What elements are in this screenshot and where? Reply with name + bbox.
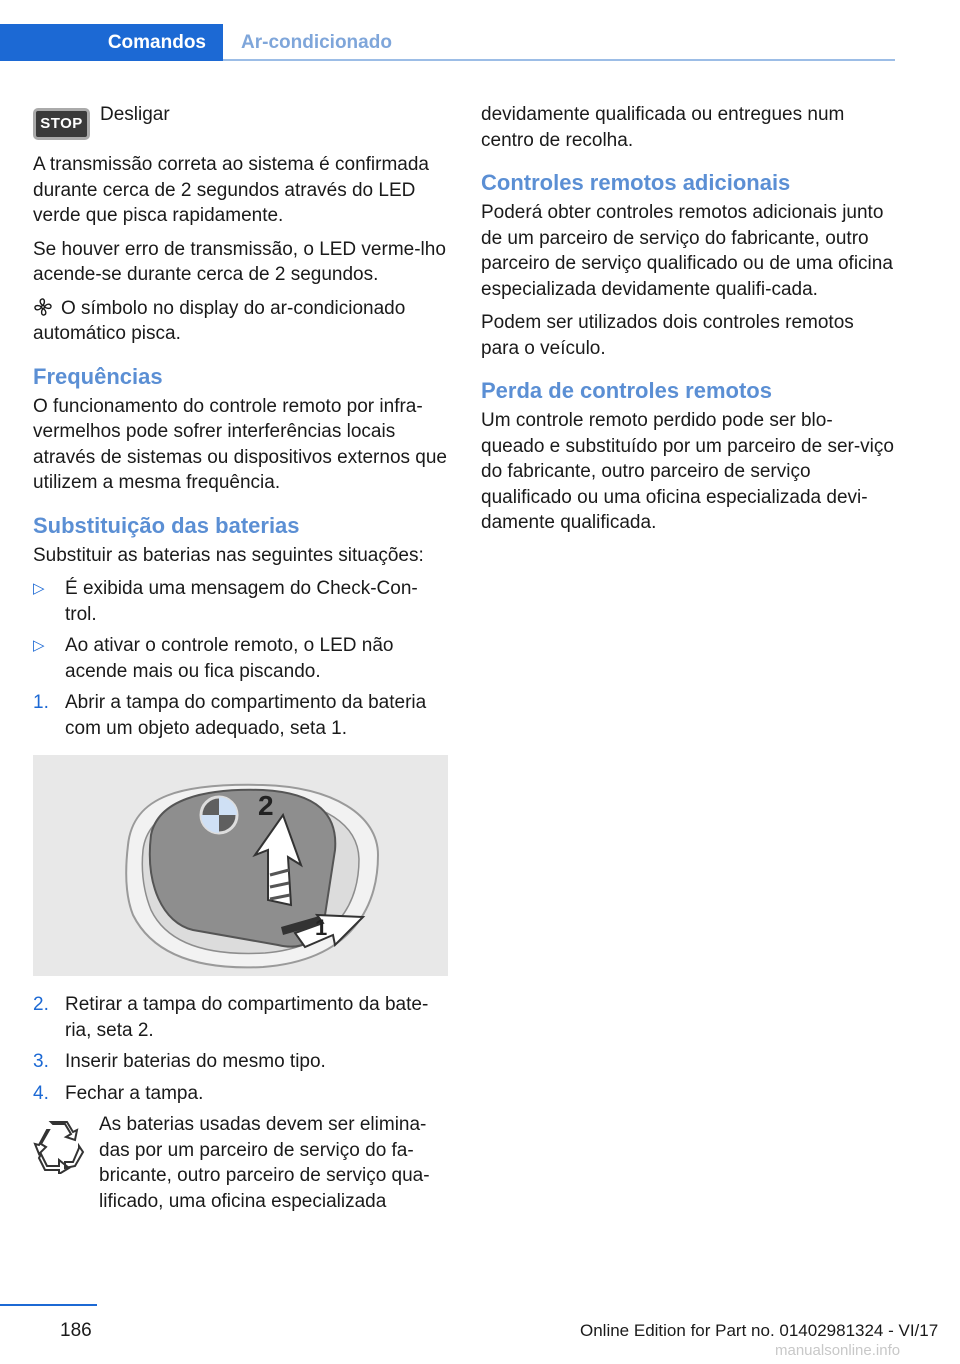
paragraph-transmission-ok: A transmissão correta ao sistema é confirmada durante cerca de 2 segundos através do LED verde que pisca rapidamente. bbox=[33, 154, 430, 226]
paragraph-perda-controles: Um controle remoto perdido pode ser blo‐queado e substituído por um parceiro de ser‐viço do fabricante, outro parceiro de serviço qualificado ou uma oficina especializada devi‐damente qualificada. bbox=[481, 410, 894, 533]
list-item bbox=[33, 633, 449, 684]
step-item bbox=[33, 1049, 449, 1075]
paragraph-transmission-error: Se houver erro de transmissão, o LED verme‐lho acende-se durante cerca de 2 segundos. bbox=[33, 238, 446, 285]
header-divider bbox=[223, 59, 895, 61]
list-item-text: É exibida uma mensagem do Check-Con‐trol. bbox=[65, 578, 418, 625]
step-text: Abrir a tampa do compartimento da bateria com um objeto adequado, seta 1. bbox=[65, 692, 427, 739]
triangle-bullet-icon: ▷ bbox=[33, 637, 45, 654]
right-column bbox=[481, 102, 895, 544]
steps-list-continued bbox=[33, 992, 449, 1106]
heading-perda-controles: Perda de controles remotos bbox=[481, 378, 772, 403]
footer-divider bbox=[0, 1304, 97, 1306]
step-item bbox=[33, 690, 449, 741]
paragraph-situacoes: Substituir as baterias nas seguintes situações: bbox=[33, 544, 424, 566]
recycle-text: As baterias usadas devem ser elimina‐das por um parceiro de serviço do fa‐bricante, outro parceiro de serviço qua‐lificado, uma oficina especializada bbox=[99, 1114, 430, 1212]
tab-ar-condicionado-label: Ar-condicionado bbox=[241, 31, 392, 53]
heading-substituicao-baterias: Substituição das baterias bbox=[33, 512, 300, 538]
stop-label: Desligar bbox=[100, 104, 170, 125]
paragraph-dois-controles: Podem ser utilizados dois controles remotos para o veículo. bbox=[481, 312, 854, 359]
stop-button-icon: STOP bbox=[33, 108, 90, 140]
stop-row bbox=[33, 102, 449, 140]
heading-frequencias: Frequências bbox=[33, 363, 163, 389]
situations-list bbox=[33, 576, 449, 684]
key-battery-figure bbox=[33, 755, 448, 976]
watermark: manualsonline.info bbox=[775, 1342, 901, 1359]
step-text: Fechar a tampa. bbox=[65, 1082, 204, 1104]
step-item bbox=[33, 992, 449, 1043]
paragraph-frequencias: O funcionamento do controle remoto por infra‐vermelhos pode sofrer interferências locais através de sistemas ou dispositivos externos que utilizem a mesma frequência. bbox=[33, 395, 447, 493]
left-column bbox=[33, 102, 449, 1222]
step-number: 4. bbox=[33, 1082, 49, 1104]
paragraph-controles-adicionais: Poderá obter controles remotos adicionais junto de um parceiro de serviço do fabricante, outro parceiro de serviço qualificado ou de uma oficina especializada devidamente qualifi‐cada. bbox=[481, 202, 893, 300]
display-symbol-text: O símbolo no display do ar-condicionado automático pisca. bbox=[33, 297, 406, 344]
step-item bbox=[33, 1081, 449, 1107]
step-number: 2. bbox=[33, 994, 49, 1015]
recycle-note bbox=[33, 1112, 449, 1222]
step-number: 1. bbox=[33, 692, 49, 713]
tab-ar-condicionado[interactable] bbox=[241, 24, 392, 61]
step-text: Retirar a tampa do compartimento da bate‐ria, seta 2. bbox=[65, 994, 429, 1041]
tab-comandos-label: Comandos bbox=[107, 31, 206, 53]
step-number: 3. bbox=[33, 1051, 49, 1072]
list-item bbox=[33, 576, 449, 627]
paragraph-display-symbol bbox=[33, 296, 449, 347]
edition-text: Online Edition for Part no. 01402981324 - VI/17 bbox=[580, 1321, 939, 1340]
list-item-text: Ao ativar o controle remoto, o LED não acende mais ou fica piscando. bbox=[65, 635, 394, 682]
paragraph-continued: devidamente qualificada ou entregues num centro de recolha. bbox=[481, 104, 845, 151]
step-text: Inserir baterias do mesmo tipo. bbox=[65, 1051, 326, 1072]
heading-controles-adicionais: Controles remotos adicionais bbox=[481, 170, 791, 195]
steps-list-start bbox=[33, 690, 449, 741]
key-fob-illustration bbox=[33, 755, 448, 976]
page-number: 186 bbox=[60, 1320, 92, 1341]
arrow-label-1: 1 bbox=[315, 915, 328, 940]
fan-icon bbox=[33, 297, 53, 317]
triangle-bullet-icon: ▷ bbox=[33, 580, 45, 597]
arrow-label-2: 2 bbox=[258, 790, 274, 821]
tab-comandos[interactable] bbox=[0, 24, 223, 61]
recycle-icon bbox=[33, 1118, 85, 1174]
